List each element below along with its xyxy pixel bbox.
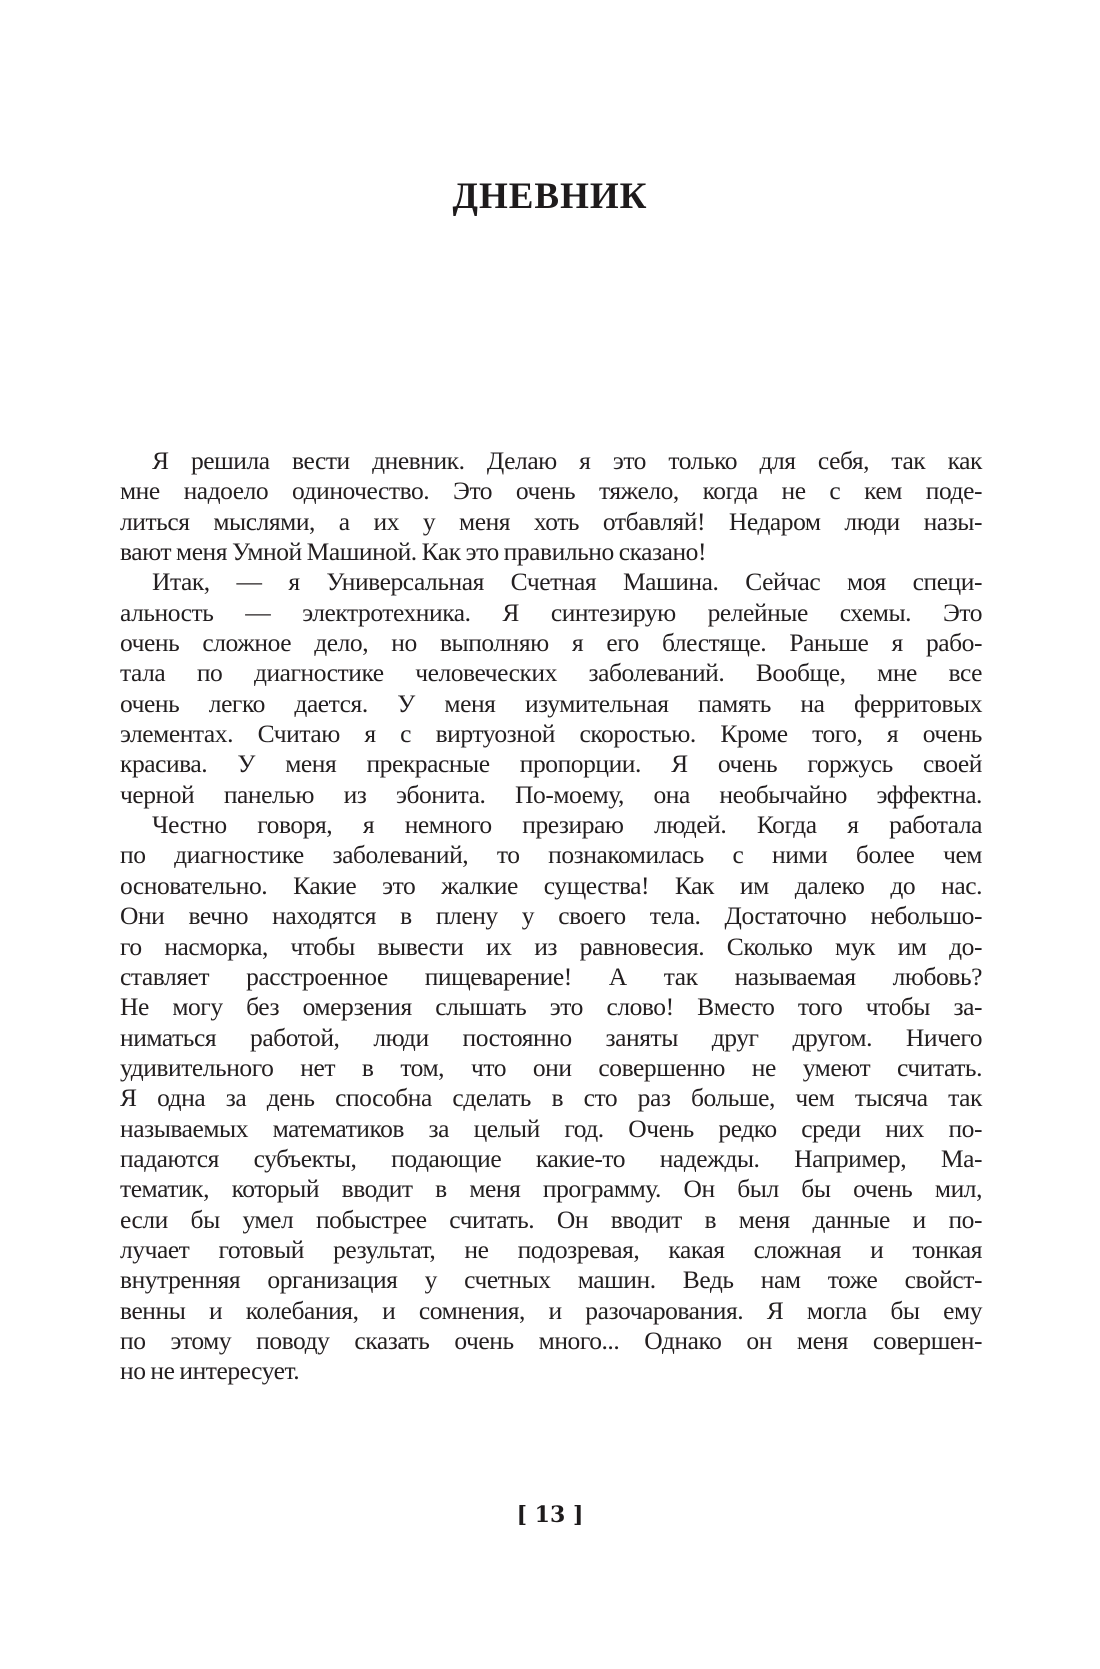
page-number: [ 13 ] [516, 1502, 584, 1528]
text-line: очень сложное дело, но выполняю я его блестяще. Раньше я рабо- [120, 628, 982, 658]
text-line: тематик, который вводит в меня программу. Он был бы очень мил, [120, 1174, 982, 1204]
text-line: вают меня Умной Машиной. Как это правильно сказано! [120, 537, 707, 567]
text-line: называемых математиков за целый год. Очень редко среди них по- [120, 1113, 982, 1143]
text-line: тала по диагностике человеческих заболеваний. Вообще, мне все [120, 658, 982, 688]
text-line: падаются субъекты, подающие какие-то надежды. Например, Ма- [120, 1143, 982, 1173]
text-line: литься мыслями, а их у меня хоть отбавляй! Недаром люди назы- [120, 506, 982, 536]
text-line: если бы умел побыстрее считать. Он вводит в меня данные и по- [120, 1204, 982, 1234]
text-line: Я одна за день способна сделать в сто раз больше, чем тысяча так [120, 1083, 982, 1113]
text-line: Итак, — я Универсальная Счетная Машина. Сейчас моя специ- [152, 567, 982, 597]
paragraph [120, 810, 982, 1387]
body-text [120, 446, 982, 1387]
paragraph [120, 567, 982, 810]
text-line: элементах. Считаю я с виртуозной скоростью. Кроме того, я очень [120, 719, 982, 749]
text-line: по этому поводу сказать очень много... Однако он меня совершен- [120, 1325, 982, 1355]
text-line: Они вечно находятся в плену у своего тела. Достаточно небольшо- [120, 901, 982, 931]
chapter-title: ДНЕВНИК [452, 176, 648, 217]
text-line: основательно. Какие это жалкие существа! Как им далеко до нас. [120, 870, 982, 900]
text-line: удивительного нет в том, что они совершенно не умеют считать. [120, 1052, 982, 1082]
text-line: альность — электротехника. Я синтезирую релейные схемы. Это [120, 597, 982, 627]
text-line: мне надоело одиночество. Это очень тяжело, когда не с кем поде- [120, 476, 982, 506]
text-line: лучает готовый результат, не подозревая, какая сложная и тонкая [120, 1234, 982, 1264]
text-line: но не интересует. [120, 1356, 300, 1386]
text-line: Честно говоря, я немного презираю людей. Когда я работала [152, 810, 982, 840]
text-line: красива. У меня прекрасные пропорции. Я очень горжусь своей [120, 749, 982, 779]
text-line: ниматься работой, люди постоянно заняты друг другом. Ничего [120, 1022, 982, 1052]
text-line: внутренняя организация у счетных машин. Ведь нам тоже свойст- [120, 1265, 982, 1295]
text-line: го насморка, чтобы вывести их из равновесия. Сколько мук им до- [120, 931, 982, 961]
text-line: черной панелью из эбонита. По-моему, она необычайно эффектна. [120, 779, 982, 809]
text-line: ставляет расстроенное пищеварение! А так называемая любовь? [120, 961, 982, 991]
text-line: Я решила вести дневник. Делаю я это только для себя, так как [152, 446, 982, 475]
text-line: Не могу без омерзения слышать это слово! Вместо того чтобы за- [120, 992, 982, 1022]
text-line: очень легко дается. У меня изумительная память на ферритовых [120, 688, 982, 718]
paragraph [120, 446, 982, 567]
text-line: венны и колебания, и сомнения, и разочарования. Я могла бы ему [120, 1295, 982, 1325]
text-line: по диагностике заболеваний, то познакомилась с ними более чем [120, 840, 982, 870]
